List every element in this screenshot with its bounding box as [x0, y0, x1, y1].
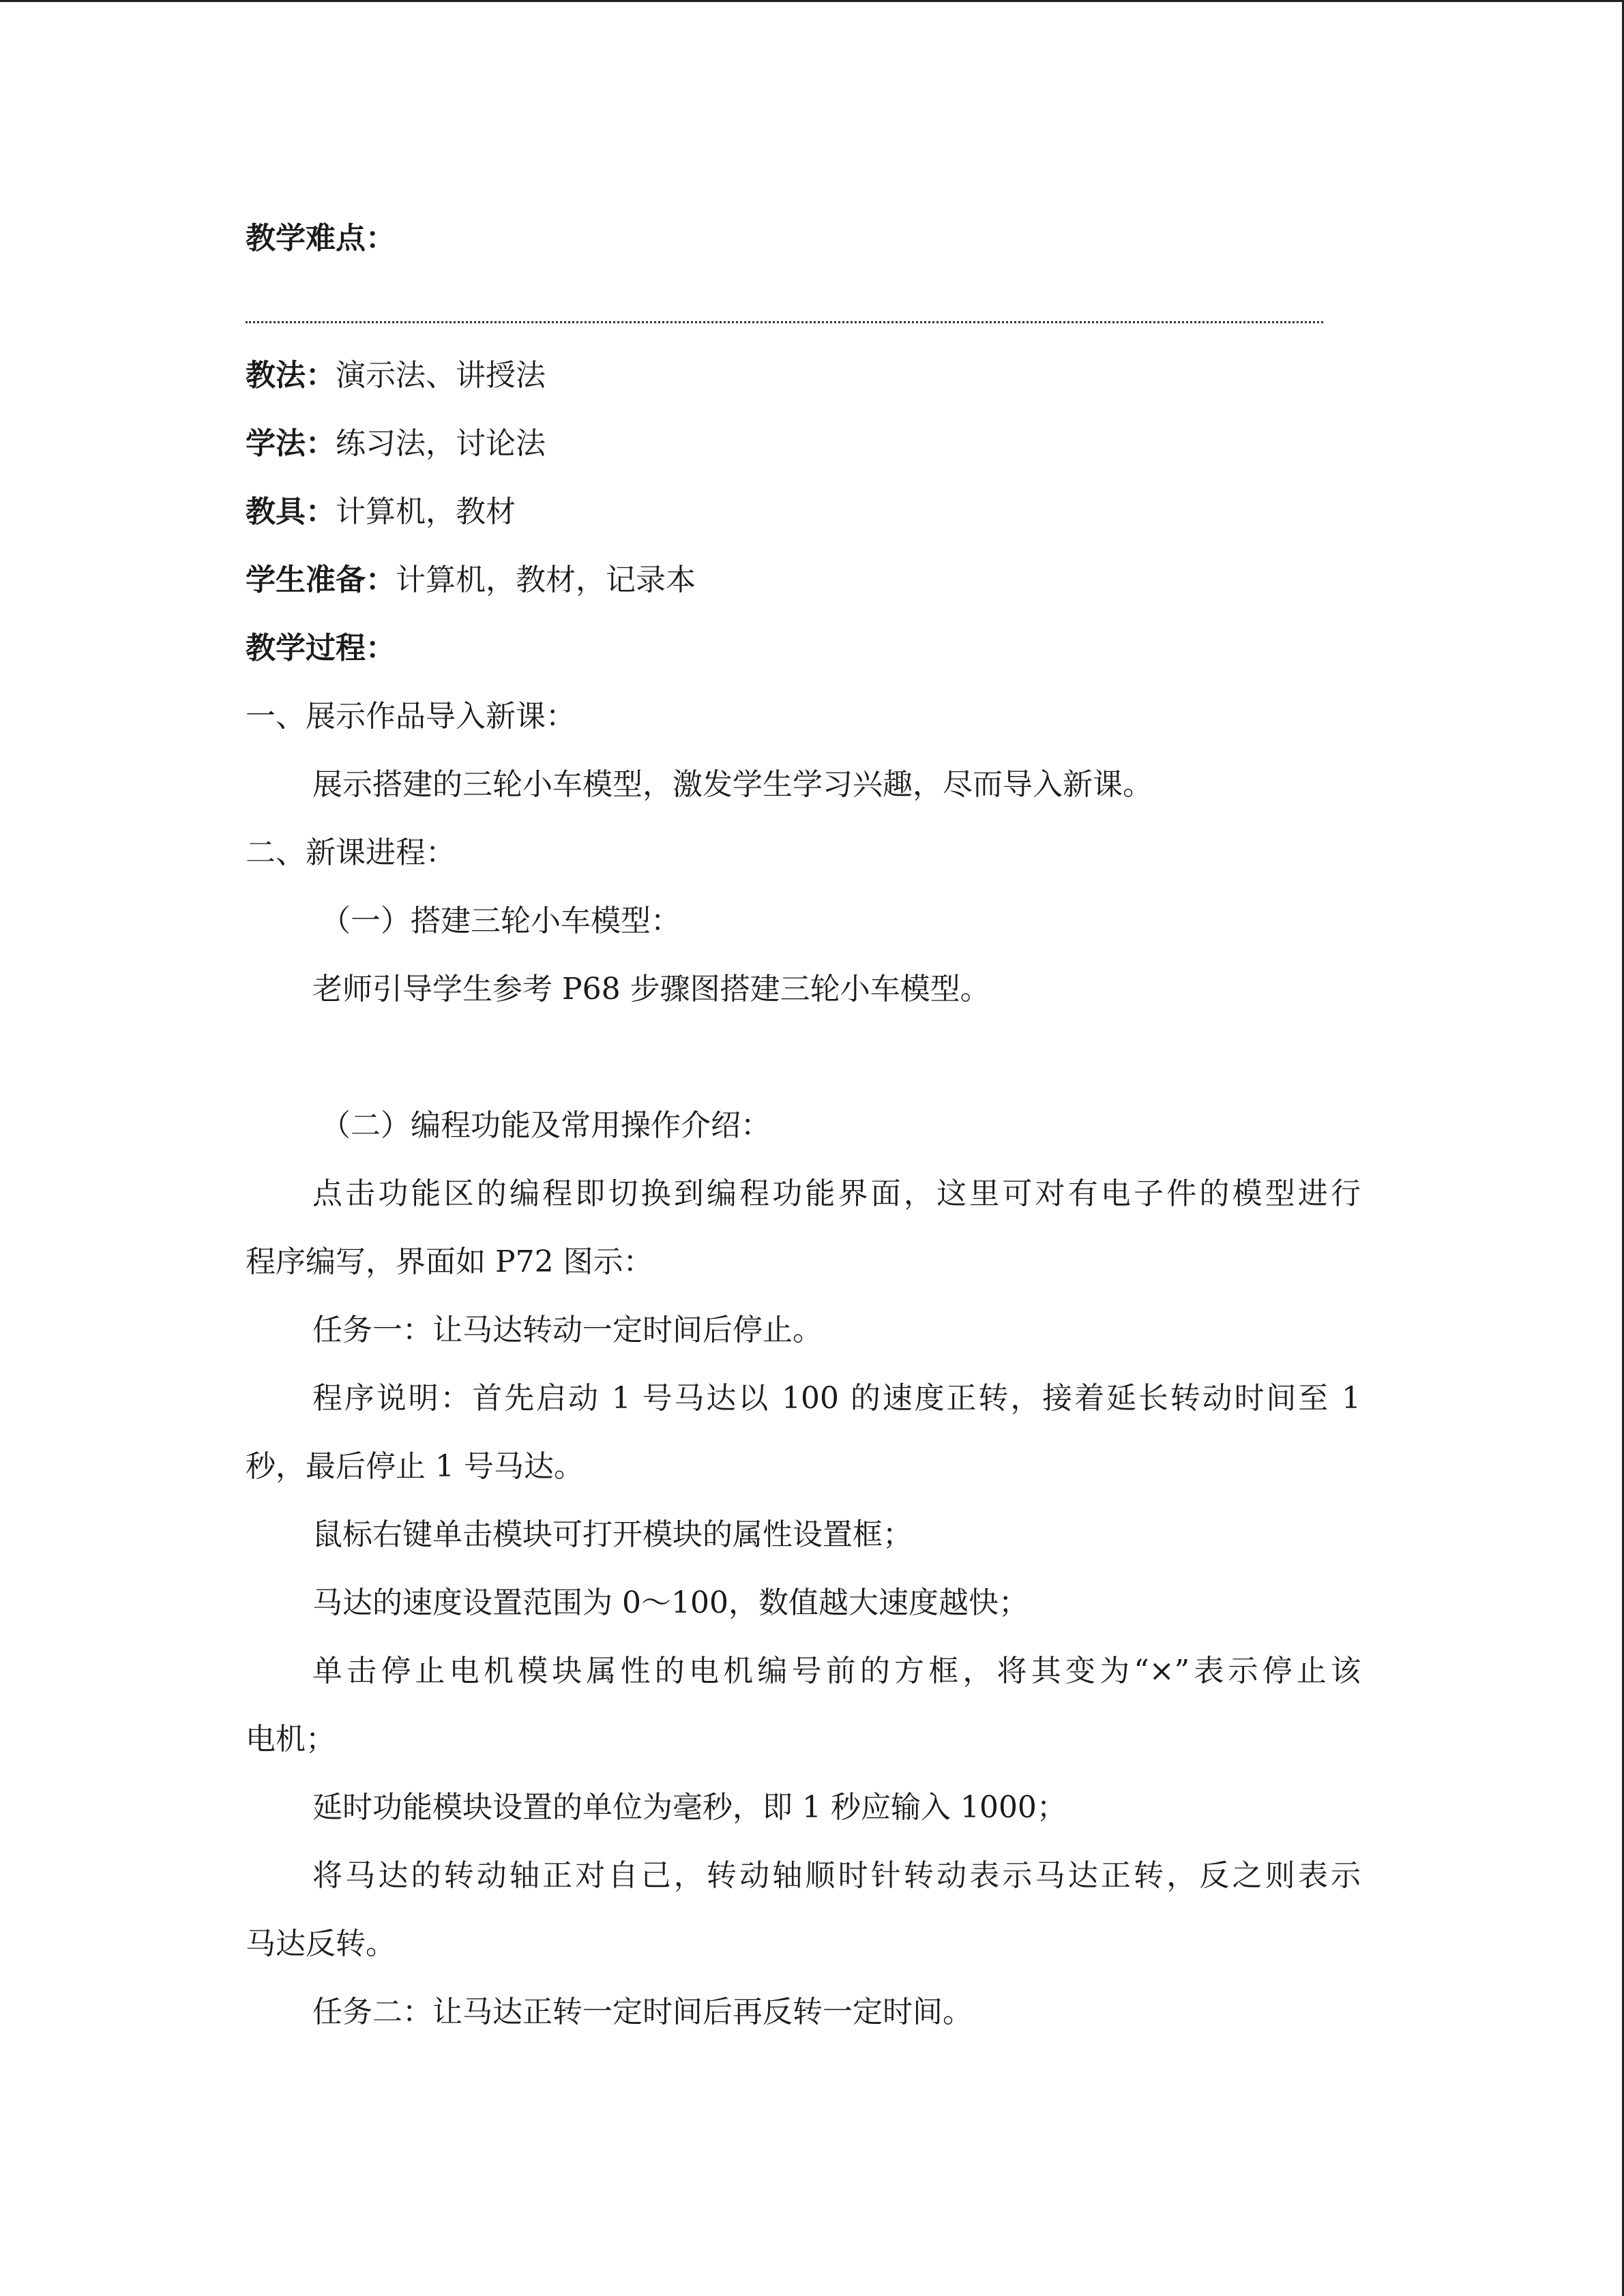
- process-line: [246, 629, 396, 668]
- sub2-p1-line1: 点击功能区的编程即切换到编程功能界面，这里可对有电子件的模型进行: [312, 1176, 1361, 1211]
- dotted-rule: [246, 321, 1323, 323]
- sub2-p1-line2: 程序编写，界面如 P72 图示：: [246, 1244, 653, 1279]
- page-border-top: [0, 0, 1624, 2]
- section1-heading: 一、展示作品导入新课：: [246, 699, 576, 734]
- learning-value: 练习法，讨论法: [336, 426, 546, 461]
- sub2-p2-line1: 程序说明：首先启动 1 号马达以 100 的速度正转，接着延长转动时间至 1: [312, 1381, 1361, 1416]
- tools-line: [246, 493, 516, 531]
- sub2-p4: 马达的速度设置范围为 0～100，数值越大速度越快；: [312, 1585, 1029, 1620]
- sub2-heading: （二）编程功能及常用操作介绍：: [321, 1108, 771, 1143]
- task1: 任务一：让马达转动一定时间后停止。: [312, 1313, 823, 1347]
- sub2-p5-line2: 电机；: [246, 1722, 336, 1757]
- sub1-heading: （一）搭建三轮小车模型：: [321, 904, 681, 938]
- learning-label: 学法：: [246, 426, 336, 461]
- sub2-p3: 鼠标右键单击模块可打开模块的属性设置框；: [312, 1517, 913, 1552]
- method-value: 演示法、讲授法: [336, 358, 546, 393]
- sub1-body: 老师引导学生参考 P68 步骤图搭建三轮小车模型。: [312, 972, 990, 1007]
- difficulty-line: [246, 220, 396, 258]
- tools-value: 计算机，教材: [336, 494, 516, 529]
- method-line: [246, 357, 546, 395]
- sub2-p6: 延时功能模块设置的单位为毫秒，即 1 秒应输入 1000；: [312, 1790, 1067, 1825]
- sub2-p5-line1: 单击停止电机模块属性的电机编号前的方框，将其变为“×”表示停止该: [312, 1654, 1361, 1688]
- sub2-p2-line2: 秒，最后停止 1 号马达。: [246, 1449, 584, 1484]
- task2: 任务二：让马达正转一定时间后再反转一定时间。: [312, 1995, 973, 2029]
- method-label: 教法：: [246, 358, 336, 393]
- section1-body: 展示搭建的三轮小车模型，激发学生学习兴趣，尽而导入新课。: [312, 767, 1153, 802]
- process-label: 教学过程：: [246, 631, 396, 666]
- sub2-p7-line1: 将马达的转动轴正对自己，转动轴顺时针转动表示马达正转，反之则表示: [312, 1858, 1361, 1893]
- student-prep-line: [246, 561, 696, 599]
- sub2-p7-line2: 马达反转。: [246, 1926, 396, 1961]
- learning-line: [246, 425, 546, 463]
- student-prep-label: 学生准备：: [246, 563, 396, 597]
- student-prep-value: 计算机，教材，记录本: [396, 563, 696, 597]
- tools-label: 教具：: [246, 494, 336, 529]
- section2-heading: 二、新课进程：: [246, 835, 456, 870]
- difficulty-label: 教学难点：: [246, 221, 396, 256]
